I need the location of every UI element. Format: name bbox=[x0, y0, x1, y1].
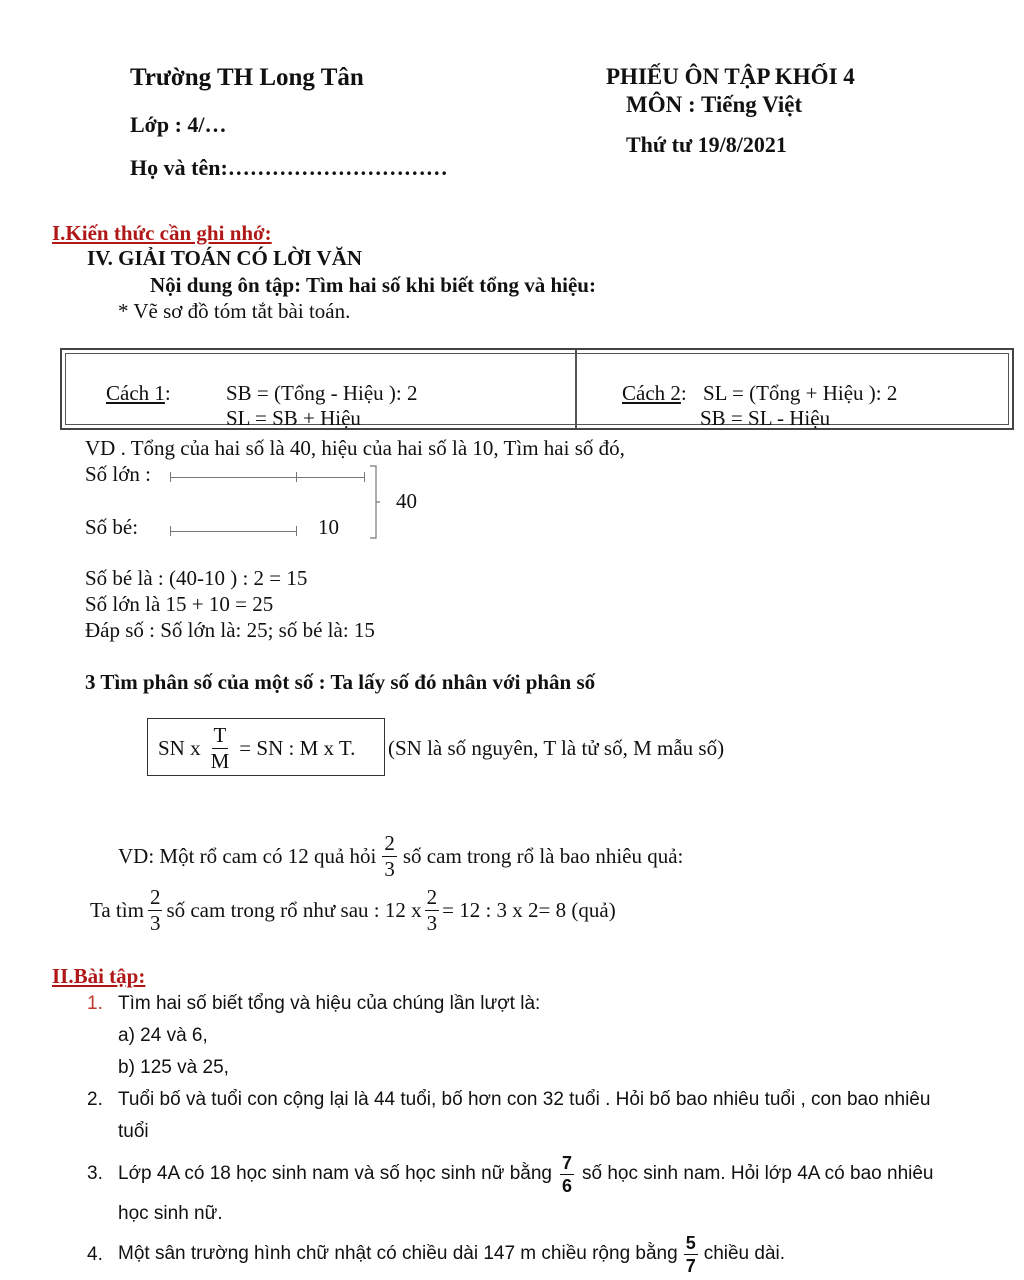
subject: MÔN : Tiếng Việt bbox=[626, 92, 803, 117]
fraction-numerator: 2 bbox=[426, 884, 438, 909]
method1: Cách 1: bbox=[106, 381, 171, 405]
date: Thứ tư 19/8/2021 bbox=[626, 132, 787, 157]
name-line: Họ và tên:………………………… bbox=[130, 155, 448, 180]
exercise-number: 3. bbox=[87, 1163, 103, 1184]
formula-left: SN x bbox=[158, 735, 201, 760]
answer-before: Ta tìm bbox=[90, 897, 144, 922]
method1-label: Cách 1 bbox=[106, 381, 165, 405]
topic-title: IV. GIẢI TOÁN CÓ LỜI VĂN bbox=[87, 246, 363, 270]
small-number-label: Số bé: bbox=[85, 515, 139, 539]
method2-label: Cách 2 bbox=[622, 381, 681, 405]
section1-heading: I.Kiến thức cần ghi nhớ: bbox=[52, 221, 272, 245]
segment-tick bbox=[170, 472, 171, 482]
fraction-numerator: 5 bbox=[685, 1232, 696, 1253]
section2-heading: II.Bài tập: bbox=[52, 964, 146, 988]
formula-denominator: M bbox=[210, 748, 230, 773]
example2 bbox=[118, 832, 683, 880]
formula-note: (SN là số nguyên, T là tử số, M mẫu số) bbox=[388, 736, 725, 760]
solution-line: Số bé là : (40-10 ) : 2 = 15 bbox=[85, 566, 308, 590]
fraction-denominator: 3 bbox=[426, 910, 438, 935]
segment-tick bbox=[296, 472, 297, 482]
method2-line2: SB = SL - Hiệu bbox=[700, 406, 831, 430]
fraction-denominator: 7 bbox=[685, 1255, 696, 1276]
segment-tick bbox=[364, 472, 365, 482]
school-name: Trường TH Long Tân bbox=[130, 64, 364, 91]
example2-answer bbox=[90, 886, 616, 934]
method2: Cách 2: bbox=[622, 381, 687, 405]
answer-middle: số cam trong rổ như sau : 12 x bbox=[166, 897, 422, 922]
segment-tick bbox=[296, 526, 297, 536]
exercise-1a: a) 24 và 6, bbox=[118, 1025, 208, 1046]
exercise-number: 1. bbox=[87, 993, 103, 1014]
difference-value: 10 bbox=[318, 515, 339, 539]
fraction-denominator: 3 bbox=[149, 910, 161, 935]
exercise-1-text: Tìm hai số biết tổng và hiệu của chúng lần lượt là: bbox=[118, 993, 541, 1014]
exercise-3-line1 bbox=[118, 1147, 934, 1201]
sum-value: 40 bbox=[396, 489, 417, 513]
review-content: Nội dung ôn tập: Tìm hai số khi biết tổng và hiệu: bbox=[150, 273, 596, 297]
exercise-4-after: chiều dài. bbox=[703, 1243, 786, 1264]
method2-line1: SL = (Tổng + Hiệu ): 2 bbox=[703, 381, 898, 405]
example2-after: số cam trong rổ là bao nhiêu quả: bbox=[402, 843, 684, 868]
big-number-label: Số lớn : bbox=[85, 462, 151, 486]
exercise-number: 4. bbox=[87, 1244, 103, 1265]
method1-line2: SL = SB + Hiệu bbox=[226, 406, 361, 430]
formula-right: = SN : M x T. bbox=[239, 735, 356, 760]
big-number-segment bbox=[170, 477, 364, 478]
fraction-numerator: 2 bbox=[384, 830, 395, 855]
answer-fraction bbox=[425, 884, 440, 935]
exercise-4-line1 bbox=[118, 1228, 785, 1280]
fraction-numerator: 2 bbox=[149, 884, 161, 909]
fraction-denominator: 3 bbox=[384, 856, 395, 881]
fraction-numerator: 7 bbox=[561, 1152, 572, 1173]
diagram-note: * Vẽ sơ đồ tóm tắt bài toán. bbox=[118, 299, 351, 323]
exercise-2-line1: Tuổi bố và tuổi con cộng lại là 44 tuổi, bố hơn con 32 tuổi . Hỏi bố bao nhiêu tuổi , con bao nhiêu bbox=[118, 1089, 931, 1110]
exercise-1b: b) 125 và 25, bbox=[118, 1057, 229, 1078]
method1-line1: SB = (Tổng - Hiệu ): 2 bbox=[226, 381, 418, 405]
solution-line: Đáp số : Số lớn là: 25; số bé là: 15 bbox=[85, 618, 375, 642]
answer-after: = 12 : 3 x 2= 8 (quả) bbox=[442, 897, 616, 922]
exercise-number: 2. bbox=[87, 1089, 103, 1110]
exercise-3-fraction bbox=[560, 1154, 574, 1195]
sum-brace bbox=[368, 464, 384, 540]
example2-fraction bbox=[382, 830, 397, 881]
exercise-4-fraction bbox=[684, 1234, 698, 1275]
exercise-4-before: Một sân trường hình chữ nhật có chiều dài 147 m chiều rộng bằng bbox=[118, 1243, 678, 1264]
exercise-3-line2: học sinh nữ. bbox=[118, 1203, 223, 1224]
sheet-title: PHIẾU ÔN TẬP KHỐI 4 bbox=[606, 64, 855, 89]
answer-fraction bbox=[148, 884, 163, 935]
example2-before: VD: Một rổ cam có 12 quả hỏi bbox=[118, 843, 377, 868]
fraction-denominator: 6 bbox=[561, 1175, 572, 1196]
example-statement: VD . Tổng của hai số là 40, hiệu của hai số là 10, Tìm hai số đó, bbox=[85, 436, 625, 460]
exercise-3-before: Lớp 4A có 18 học sinh nam và số học sinh nữ bằng bbox=[118, 1163, 552, 1184]
segment-tick bbox=[170, 526, 171, 536]
formula bbox=[158, 722, 355, 774]
formula-numerator: T bbox=[213, 722, 227, 747]
solution-line: Số lớn là 15 + 10 = 25 bbox=[85, 592, 274, 616]
fraction-heading: 3 Tìm phân số của một số : Ta lấy số đó nhân với phân số bbox=[85, 670, 596, 694]
small-number-segment bbox=[170, 531, 296, 532]
class-line: Lớp : 4/… bbox=[130, 112, 227, 137]
formula-fraction bbox=[209, 722, 232, 773]
exercise-3-after: số học sinh nam. Hỏi lớp 4A có bao nhiêu bbox=[581, 1163, 934, 1184]
exercise-2-line2: tuổi bbox=[118, 1121, 149, 1142]
